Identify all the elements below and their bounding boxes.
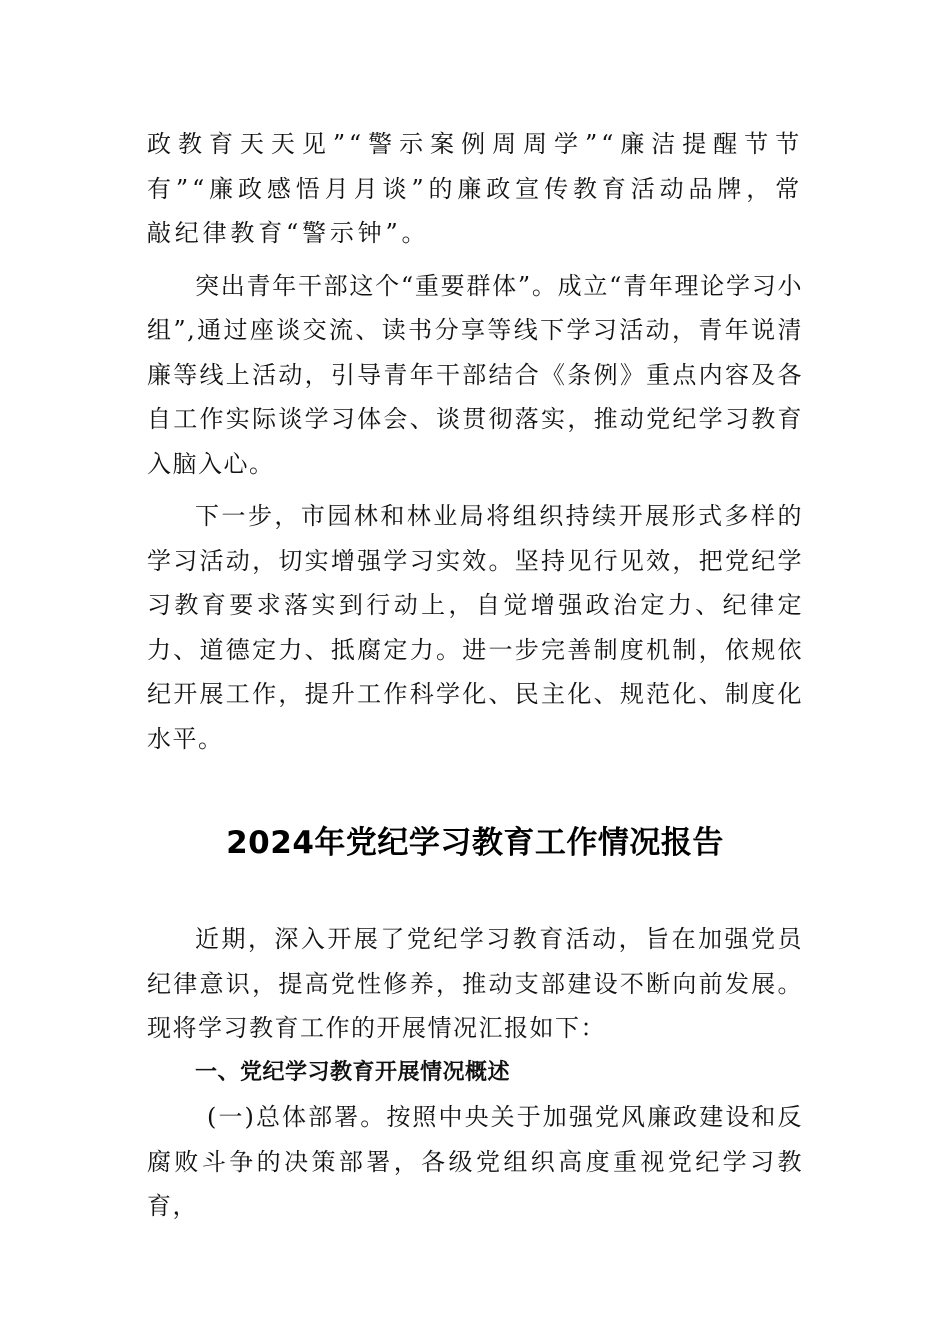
document-title: 2024年党纪学习教育工作情况报告 bbox=[226, 825, 724, 861]
body-paragraph-youth-cadres: 突出青年干部这个“重要群体”。成立“青年理论学习小组”,通过座谈交流、读书分享等线下学习活动，青年说清廉等线上活动，引导青年干部结合《条例》重点内容及各自工作实际谈学习体会、谈贯彻落实，推动党纪学习教育入脑入心。 bbox=[147, 271, 803, 478]
document-body bbox=[147, 122, 803, 1229]
intro-paragraph: 近期，深入开展了党纪学习教育活动，旨在加强党员纪律意识，提高党性修养，推动支部建设不断向前发展。现将学习教育工作的开展情况汇报如下： bbox=[147, 925, 803, 1042]
body-paragraph-next-steps: 下一步，市园林和林业局将组织持续开展形式多样的学习活动，切实增强学习实效。坚持见行见效，把党纪学习教育要求落实到行动上，自觉增强政治定力、纪律定力、道德定力、抵腐定力。进一步完善制度机制，依规依纪开展工作，提升工作科学化、民主化、规范化、制度化水平。 bbox=[147, 502, 803, 753]
section-paragraph: (一)总体部署。按照中央关于加强党风廉政建设和反腐败斗争的决策部署，各级党组织高度重视党纪学习教育， bbox=[147, 1103, 803, 1220]
section-heading: 一、党纪学习教育开展情况概述 bbox=[195, 1059, 511, 1085]
body-paragraph-continued: 政教育天天见”“警示案例周周学”“廉洁提醒节节有”“廉政感悟月月谈”的廉政宣传教育活动品牌，常敲纪律教育“警示钟”。 bbox=[147, 130, 803, 247]
